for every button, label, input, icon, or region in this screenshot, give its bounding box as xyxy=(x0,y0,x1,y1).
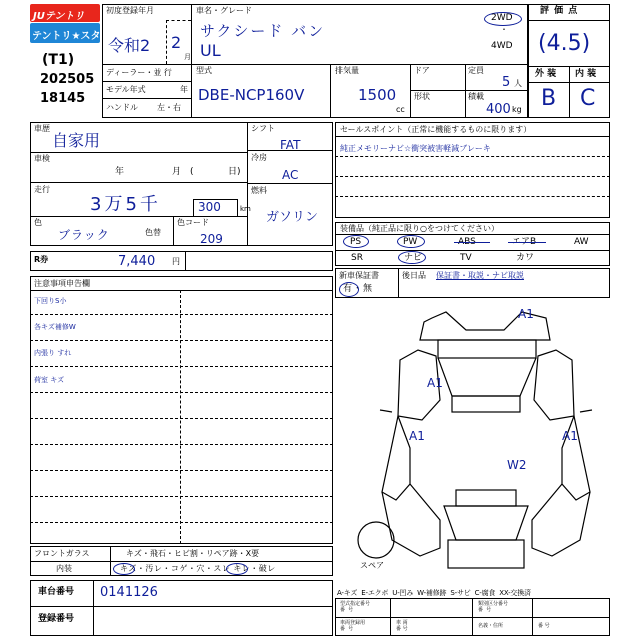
equip-sr: SR xyxy=(351,253,363,263)
capacity: 5 xyxy=(502,75,511,90)
car-name-label: 車名・グレード xyxy=(196,6,252,15)
lot-number-2: 18145 xyxy=(40,91,86,106)
inspection-paren: ( xyxy=(190,167,194,177)
load: 400 xyxy=(486,102,511,117)
capacity-label: 定員 xyxy=(468,66,484,75)
color-label: 色 xyxy=(34,218,42,227)
interior-grade: C xyxy=(580,86,596,111)
reg-cell-6: 番 号 xyxy=(538,623,550,629)
legend: A-キズ E-エクボ U-凹み W-補修跡 S-サビ C-腐食 XX-交換済 xyxy=(337,589,531,597)
model-year-label: モデル年式 xyxy=(106,85,146,94)
interior-cond-label: 内装 xyxy=(56,564,72,573)
warranty: 有・無 xyxy=(343,284,374,294)
equip-pw: PW xyxy=(403,237,418,247)
equip-airbag: エアB xyxy=(512,237,537,247)
mileage-sub: 300 xyxy=(198,200,221,214)
color-change-label: 色替 xyxy=(145,228,161,237)
reg-cell-5: 名義・住所 xyxy=(478,623,504,629)
color-code-label: 色コード xyxy=(177,218,209,227)
note-item: 内張り すれ xyxy=(34,349,72,357)
color-code: 209 xyxy=(200,232,223,246)
usage: 自家用 xyxy=(52,131,101,150)
note-item: 荷室 キズ xyxy=(34,376,65,384)
drive-2wd: 2WD xyxy=(491,13,513,23)
chassis-label: 車台番号 xyxy=(38,587,75,597)
front-glass: キズ・飛石・ヒビ割・リペア跡・X要 xyxy=(126,549,260,558)
reg-cell-4: 車 両 番 号 xyxy=(396,620,408,632)
model-type: DBE-NCP160V xyxy=(198,86,305,104)
registration-label: 登録番号 xyxy=(38,614,75,624)
handle-label: ハンドル xyxy=(106,103,138,112)
usage-label: 車歴 xyxy=(34,124,50,133)
logo-line1: JUテントリ xyxy=(33,11,85,22)
inspection-label: 車検 xyxy=(34,154,50,163)
fuel: ガソリン xyxy=(266,210,319,225)
capacity-unit: 人 xyxy=(514,79,522,88)
notes-label: 注意事項申告欄 xyxy=(34,279,90,288)
equip-navi: ナビ xyxy=(404,253,423,263)
damage-right-lower: A1 xyxy=(562,429,578,443)
doors-label: ドア xyxy=(414,66,430,75)
note-item: 下回りS小 xyxy=(34,297,67,305)
mileage-unit: km xyxy=(240,205,251,213)
warranty-label: 新車保証書 xyxy=(339,271,379,280)
model-type-label: 型式 xyxy=(196,66,212,75)
chassis: 0141126 xyxy=(100,585,158,600)
recycle-label: R券 xyxy=(34,255,49,264)
damage-top: A1 xyxy=(518,307,534,321)
note-item: 各キズ補修W xyxy=(34,323,76,331)
inspection-day: 日) xyxy=(228,167,241,177)
equip-abs: ABS xyxy=(458,237,476,247)
displacement-label: 排気量 xyxy=(335,66,359,75)
equip-ps: PS xyxy=(350,237,362,247)
shape-label: 形状 xyxy=(414,92,430,101)
recycle-unit: 円 xyxy=(172,257,180,266)
sales-points-label: セールスポイント（正常に機能するものに限ります） xyxy=(340,125,532,134)
sales-points: 純正メモリーナビ☆衝突被害軽減ブレーキ xyxy=(340,144,491,153)
reg-cell-2: 類別区分番号 番 号 xyxy=(478,601,509,613)
drive-4wd: 4WD xyxy=(491,41,513,51)
shift: FAT xyxy=(280,138,301,152)
aircon: AC xyxy=(282,168,299,182)
load-unit: kg xyxy=(512,105,522,114)
interior-cond: キズ・汚レ・コゲ・穴・スレ キレ・破レ xyxy=(120,564,276,573)
handle-value: 左・右 xyxy=(157,103,181,112)
displacement-unit: cc xyxy=(396,105,405,114)
exterior-grade: B xyxy=(541,86,557,111)
reg-cell-3: 車両登録用 番 号 xyxy=(340,620,366,632)
lot-number-1: 202505 xyxy=(40,72,95,87)
after-items: 保証書・取説・ナビ取説 xyxy=(436,271,524,280)
first-reg-month: 2 xyxy=(171,33,182,52)
mileage-label: 走行 xyxy=(34,185,50,194)
damage-left-lower: A1 xyxy=(409,429,425,443)
color: ブラック xyxy=(58,228,110,242)
equip-aw: AW xyxy=(574,237,589,247)
equipment-label: 装備品（純正品に限り○をつけてください） xyxy=(340,224,499,233)
after-items-label: 後日品 xyxy=(402,271,426,280)
reg-cell-1: 型式指定番号 番 号 xyxy=(340,601,371,613)
spare-label: スペア xyxy=(360,561,384,570)
mileage: 3万5千 xyxy=(90,194,161,215)
car-name: サクシード バン xyxy=(200,22,326,40)
equip-leather: カワ xyxy=(516,253,535,263)
car-grade: UL xyxy=(200,41,221,60)
lot-code: (T1) xyxy=(42,52,75,68)
load-label: 積載 xyxy=(468,92,484,101)
recycle: 7,440 xyxy=(118,254,156,269)
grade-score: (4.5) xyxy=(538,31,591,56)
fuel-label: 燃料 xyxy=(251,186,267,195)
dealer-label: ディーラー・並 行 xyxy=(106,68,172,77)
first-reg-era: 令和2 xyxy=(108,36,151,55)
first-reg-month-label: 月 xyxy=(184,53,191,61)
exterior-label: 外 装 xyxy=(535,69,557,79)
drive-dot: ・ xyxy=(500,25,508,34)
inspection-month: 月 xyxy=(172,167,182,177)
front-glass-label: フロントガラス xyxy=(34,549,90,558)
model-year-suffix: 年 xyxy=(180,85,188,94)
inspection-year: 年 xyxy=(115,167,125,177)
damage-left-upper: A1 xyxy=(427,376,443,390)
displacement: 1500 xyxy=(358,86,397,104)
damage-rear: W2 xyxy=(507,458,527,472)
interior-label: 内 装 xyxy=(575,69,597,79)
shift-label: シフト xyxy=(251,124,275,133)
equip-tv: TV xyxy=(460,253,472,263)
aircon-label: 冷房 xyxy=(251,153,267,162)
first-reg-label: 初度登録年月 xyxy=(106,6,154,15)
logo-line2: テントリ★スター xyxy=(32,31,111,42)
grade-title: 評 価 点 xyxy=(540,6,579,16)
